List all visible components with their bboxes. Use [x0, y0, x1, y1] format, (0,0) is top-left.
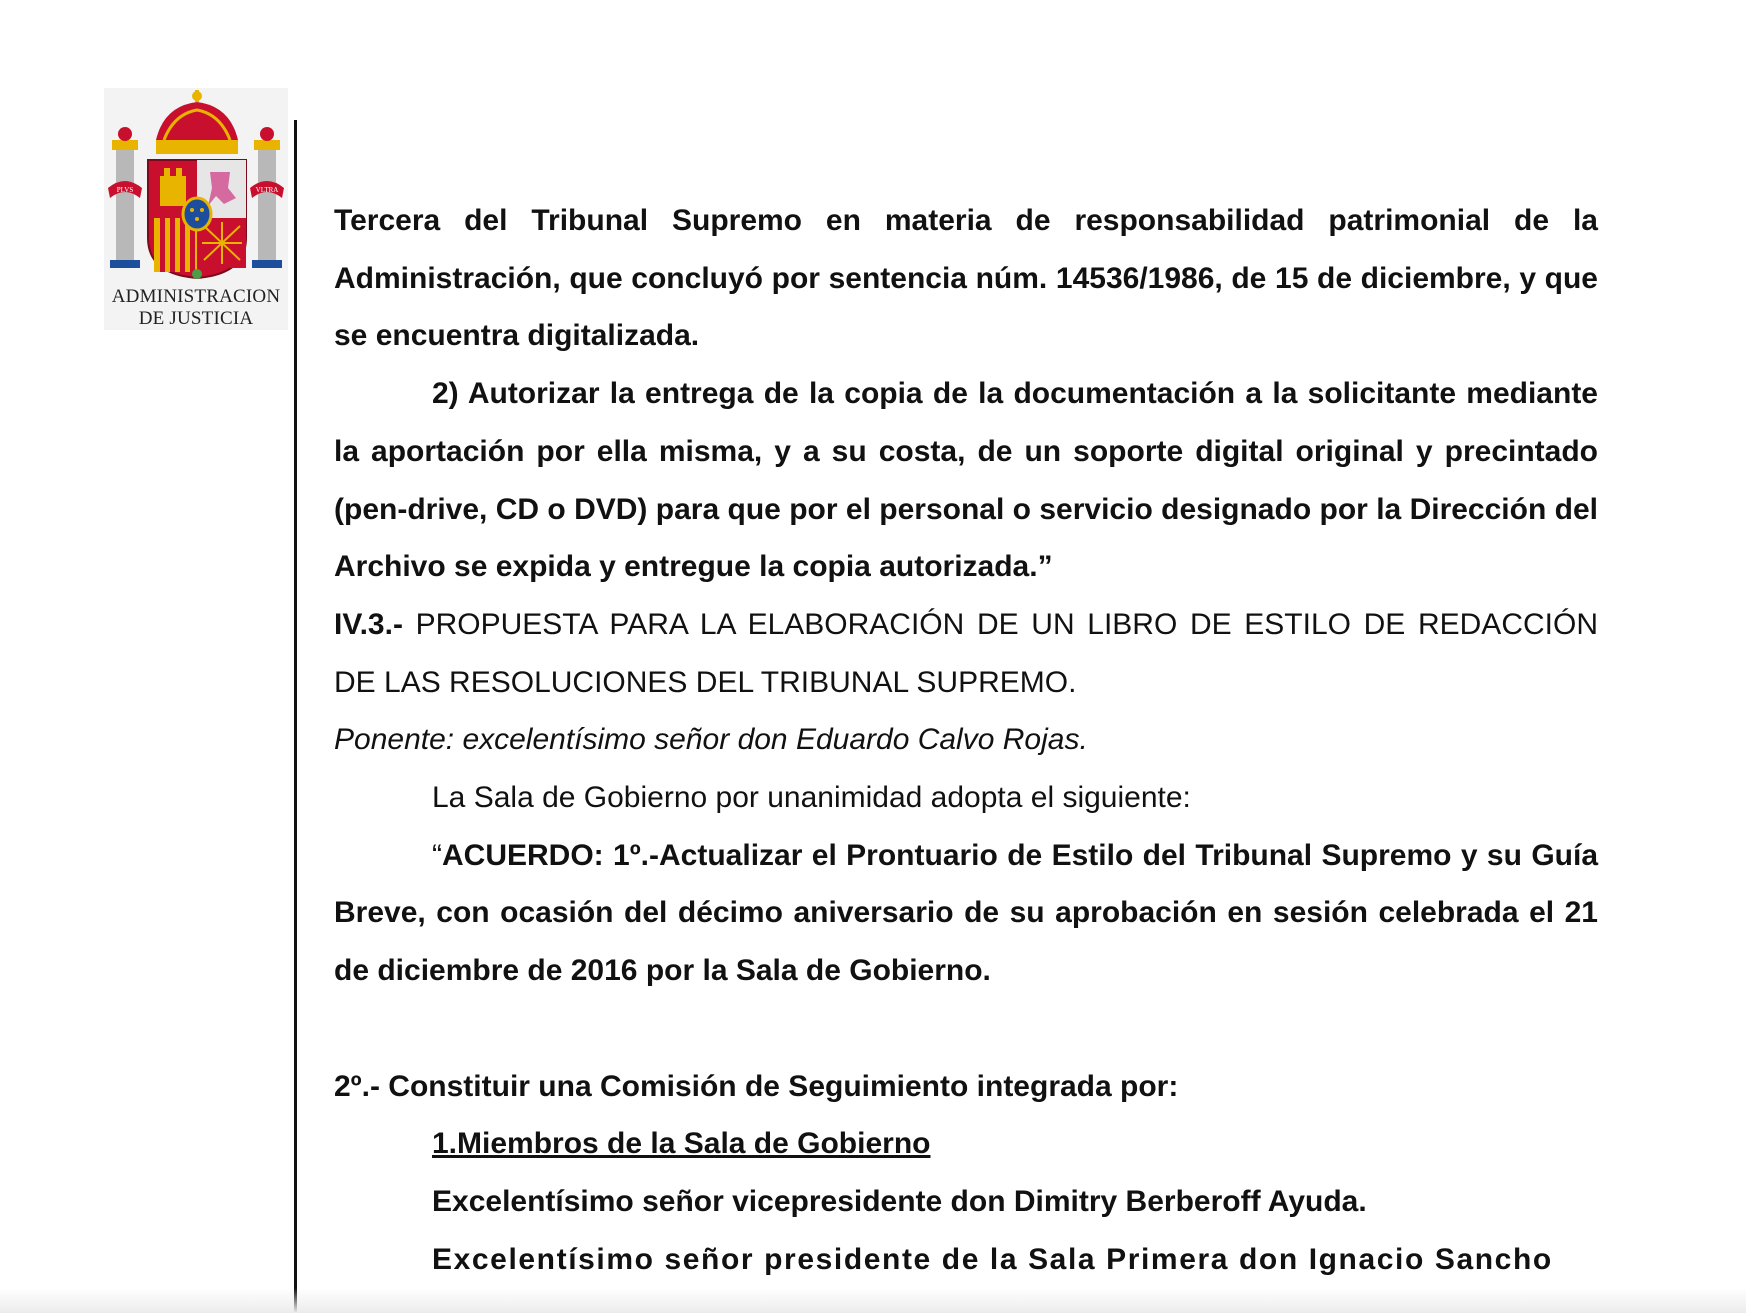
section-title: PROPUESTA PARA LA ELABORACIÓN DE UN LIBRO DE ESTILO DE REDACCIÓN DE LAS RESOLUCIONES DEL TRIBUNAL SUPREMO.	[334, 607, 1598, 699]
crown-cap	[156, 102, 238, 140]
point-2-heading: 2º.- Constituir una Comisión de Seguimiento integrada por:	[334, 1069, 1179, 1103]
page-bottom-shadow	[0, 1288, 1746, 1313]
paragraph-continuation: Tercera del Tribunal Supremo en materia de responsabilidad patrimonial de la Administración, que concluyó por sentencia núm. 14536/1986, de 15 de diciembre, y que se encuentra digitalizada.	[334, 204, 1598, 353]
coat-of-arms-icon	[104, 88, 288, 288]
section-heading	[334, 596, 1598, 711]
svg-text:PLVS: PLVS	[116, 186, 134, 194]
pillar-right	[258, 146, 276, 262]
members-subheading-text: 1.Miembros de la Sala de Gobierno	[432, 1127, 931, 1161]
members-subheading	[334, 1115, 1598, 1173]
blank-line	[334, 1000, 1598, 1058]
svg-text:VLTRA: VLTRA	[255, 186, 279, 194]
paragraph-point-2: 2) Autorizar la entrega de la copia de la documentación a la solicitante mediante la aportación por ella misma, y a su costa, de un soporte digital original y precintado (pen-drive, CD o DVD) para que por el personal o servicio designado por la Dirección del Archivo se expida y entregue la copia autorizada.”	[334, 377, 1598, 584]
section-number: IV.3.-	[334, 607, 403, 641]
acuerdo-paragraph	[334, 827, 1598, 1000]
pillar-left	[116, 146, 134, 262]
acuerdo-text: ACUERDO: 1º.-Actualizar el Prontuario de Estilo del Tribunal Supremo y su Guía Breve, con ocasión del décimo aniversario de su aprobación en sesión celebrada el 21 de diciembre de 2016 por la Sala de Gobierno.	[334, 838, 1598, 988]
crown-band	[156, 140, 238, 154]
margin-rule	[294, 120, 297, 1313]
open-quote: “	[432, 838, 442, 872]
central-escutcheon	[183, 198, 211, 230]
logo-text-line1: ADMINISTRACION	[111, 286, 281, 307]
coat-of-arms-logo	[104, 88, 288, 330]
document-body	[334, 192, 1598, 1288]
member-line-1: Excelentísimo señor vicepresidente don Dimitry Berberoff Ayuda.	[432, 1184, 1367, 1218]
member-line-2: Excelentísimo señor presidente de la Sala Primera don Ignacio Sancho	[432, 1242, 1553, 1276]
ponente-line: Ponente: excelentísimo señor don Eduardo Calvo Rojas.	[334, 723, 1088, 757]
logo-text-line2: DE JUSTICIA	[138, 308, 254, 329]
adopt-line: La Sala de Gobierno por unanimidad adopta el siguiente:	[432, 781, 1191, 815]
